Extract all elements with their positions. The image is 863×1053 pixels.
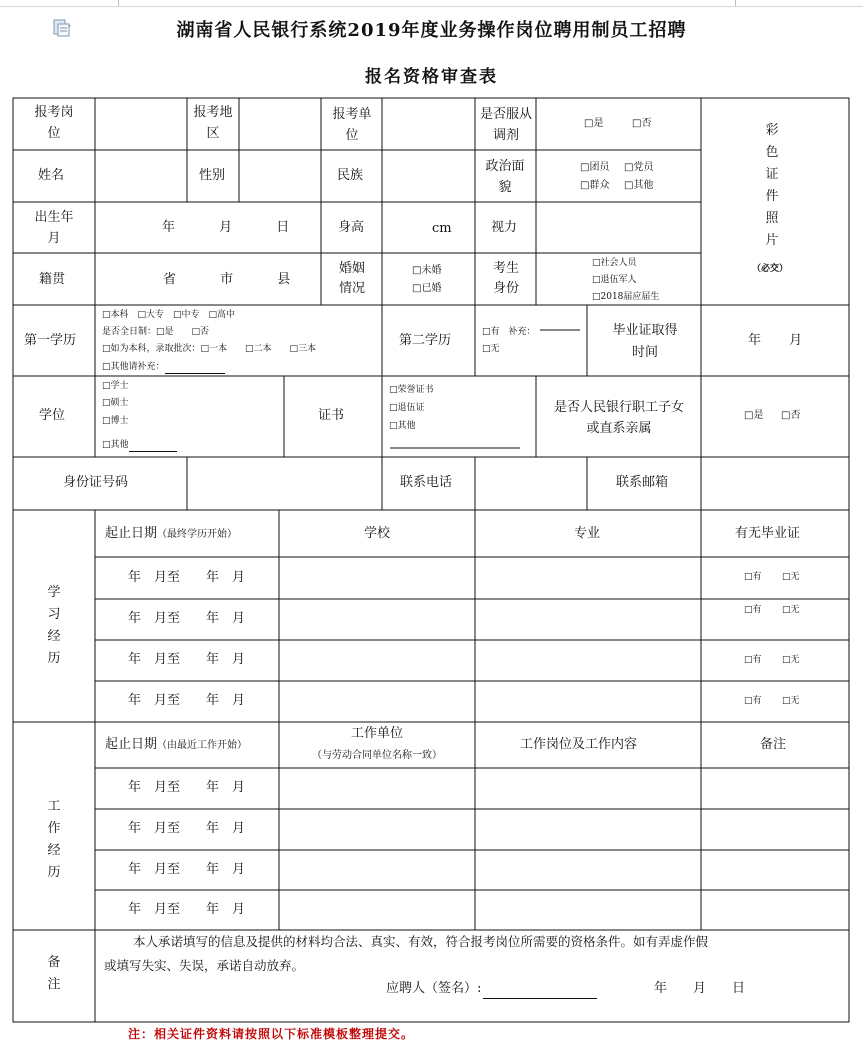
political-party-checkbox[interactable]: □党员 — [624, 162, 654, 173]
photo-required-note: （必交） — [752, 264, 789, 274]
study-header-dates-label: 起止日期 — [105, 526, 158, 541]
label-edu1: 第一学历 — [24, 333, 77, 348]
form-subtitle: 报名资格审查表 — [365, 67, 498, 87]
pledge-line-1: 本人承诺填写的信息及提供的材料均合法、真实、有效，符合报考岗位所需要的资格条件。如有弄虚作假 — [133, 934, 709, 949]
edu1-other-underline[interactable] — [165, 361, 225, 374]
label-grad-time: 毕业证取得时间 — [612, 323, 678, 360]
label-relative: 是否人民银行职工子女或直系亲属 — [554, 400, 685, 436]
edu1-fulltime-options[interactable]: 是否全日制：□是 □否 — [102, 327, 210, 337]
label-height: 身高 — [338, 220, 365, 235]
study-section-label: 学习经历 — [47, 585, 61, 666]
obey-yes-checkbox[interactable]: □是 — [584, 118, 604, 129]
sign-field[interactable] — [386, 979, 597, 999]
label-obey: 是否服从调剂 — [479, 107, 532, 143]
study-row-date: 年 月至 年 月 — [128, 570, 246, 585]
degree-bachelor-checkbox[interactable]: □学士 — [102, 381, 129, 391]
sign-label: 应聘人（签名）: — [386, 981, 482, 996]
label-name: 姓名 — [38, 168, 65, 183]
study-row-none-checkbox[interactable]: □无 — [782, 572, 800, 582]
work-row-date: 年 月至 年 月 — [128, 780, 246, 795]
political-other-checkbox[interactable]: □其他 — [624, 180, 654, 191]
study-row-date: 年 月至 年 月 — [128, 693, 246, 708]
label-email: 联系邮箱 — [616, 475, 669, 490]
label-vision: 视力 — [491, 220, 518, 235]
label-position: 报考岗位 — [34, 105, 74, 141]
relative-no-checkbox[interactable]: □否 — [781, 410, 801, 421]
label-cert: 证书 — [318, 408, 345, 423]
obey-no-checkbox[interactable]: □否 — [632, 118, 652, 129]
study-row-none-checkbox[interactable]: □无 — [782, 696, 800, 706]
footer-note: 注：相关证件资料请按照以下标准模板整理提交。 — [128, 1027, 415, 1041]
form-title: 湖南省人民银行系统2019年度业务操作岗位聘用制员工招聘 — [176, 20, 687, 41]
work-row-date: 年 月至 年 月 — [128, 902, 246, 917]
label-unit: 报考单位 — [332, 107, 372, 143]
edu1-type-options[interactable]: □本科 □大专 □中专 □高中 — [102, 310, 236, 320]
label-marriage: 婚姻情况 — [338, 261, 365, 296]
label-degree: 学位 — [39, 408, 66, 423]
label-birth: 出生年月 — [34, 210, 74, 246]
work-header-dates — [105, 735, 247, 755]
work-row-date: 年 月至 年 月 — [128, 862, 246, 877]
relative-yes-checkbox[interactable]: □是 — [744, 410, 764, 421]
work-header-post: 工作岗位及工作内容 — [520, 737, 638, 752]
label-region: 报考地区 — [193, 105, 233, 141]
label-edu2: 第二学历 — [399, 333, 452, 348]
edu1-other-label: □其他请补充： — [102, 362, 165, 372]
label-idcard: 身份证号码 — [63, 475, 129, 490]
work-header-unit: 工作单位 — [350, 726, 403, 741]
study-row-date: 年 月至 年 月 — [128, 652, 246, 667]
grad-time-placeholder: 年 月 — [748, 333, 803, 348]
cert-honor-checkbox[interactable]: □荣誉证书 — [389, 385, 434, 395]
identity-veteran-checkbox[interactable]: □退伍军人 — [592, 275, 637, 285]
cert-retire-checkbox[interactable]: □退伍证 — [389, 403, 425, 413]
degree-doctor-checkbox[interactable]: □博士 — [102, 416, 129, 426]
label-phone: 联系电话 — [400, 475, 453, 490]
study-row-has-checkbox[interactable]: □有 — [744, 605, 762, 615]
study-row-has-checkbox[interactable]: □有 — [744, 696, 762, 706]
edu1-batch-options[interactable]: □如为本科，录取批次：□一本 □二本 □三本 — [102, 344, 317, 354]
edu1-other-supply[interactable] — [102, 360, 225, 374]
edu2-has-checkbox[interactable]: □有 补充： — [482, 327, 536, 337]
cert-other-checkbox[interactable]: □其他 — [389, 421, 416, 431]
political-league-checkbox[interactable]: □团员 — [580, 162, 610, 173]
study-row-none-checkbox[interactable]: □无 — [782, 655, 800, 665]
study-header-school: 学校 — [364, 526, 391, 541]
degree-master-checkbox[interactable]: □硕士 — [102, 398, 129, 408]
edu2-none-checkbox[interactable]: □无 — [482, 344, 500, 354]
study-row-none-checkbox[interactable]: □无 — [782, 605, 800, 615]
label-ethnicity: 民族 — [337, 168, 364, 183]
study-header-dates-note: （最终学历开始） — [157, 529, 238, 540]
study-row-date: 年 月至 年 月 — [128, 611, 246, 626]
study-row-has-checkbox[interactable]: □有 — [744, 655, 762, 665]
sign-date: 年 月 日 — [654, 981, 746, 996]
label-gender: 性别 — [199, 168, 226, 183]
pledge-line-2: 或填写失实、失误，承诺自动放弃。 — [104, 958, 305, 973]
degree-other-underline[interactable] — [129, 441, 177, 452]
work-header-unit-note: （与劳动合同单位名称一致） — [312, 750, 442, 761]
label-political: 政治面貌 — [485, 159, 525, 195]
work-section-label: 工作经历 — [47, 799, 61, 880]
political-masses-checkbox[interactable]: □群众 — [580, 180, 610, 191]
work-header-remark: 备注 — [760, 737, 787, 752]
degree-other[interactable] — [102, 438, 177, 452]
label-identity: 考生身份 — [492, 261, 519, 296]
label-photo: 彩色证件照片 — [765, 123, 779, 248]
study-row-has-checkbox[interactable]: □有 — [744, 572, 762, 582]
remark-section-label: 备注 — [47, 955, 61, 992]
origin-placeholder: 省 市 县 — [163, 272, 291, 287]
work-row-date: 年 月至 年 月 — [128, 821, 246, 836]
work-header-dates-note: （由最近工作开始） — [157, 740, 248, 751]
height-unit: cm — [432, 221, 452, 236]
identity-grad2018-checkbox[interactable]: □2018届应届生 — [592, 292, 660, 302]
identity-social-checkbox[interactable]: □社会人员 — [592, 258, 637, 268]
study-header-major: 专业 — [574, 526, 601, 541]
marriage-married-checkbox[interactable]: □已婚 — [412, 283, 442, 294]
marriage-unmarried-checkbox[interactable]: □未婚 — [412, 265, 442, 276]
birth-date-placeholder: 年 月 日 — [162, 220, 290, 235]
study-header-diploma: 有无毕业证 — [735, 526, 801, 541]
sign-underline[interactable] — [483, 982, 597, 999]
work-header-dates-label: 起止日期 — [105, 737, 158, 752]
study-header-dates — [105, 524, 237, 544]
degree-other-label: □其他 — [102, 440, 129, 450]
label-origin: 籍贯 — [39, 272, 66, 287]
